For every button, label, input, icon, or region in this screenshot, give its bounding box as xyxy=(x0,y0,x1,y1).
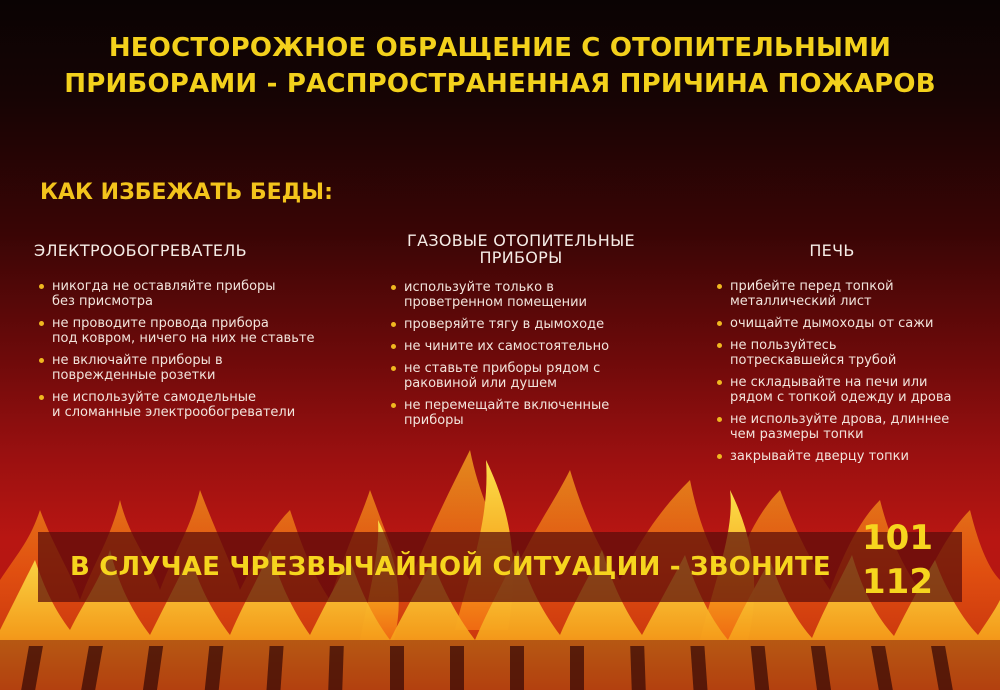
list-item: не используйте самодельные и сломанные электрообогреватели xyxy=(34,390,354,420)
list-item: не ставьте приборы рядом с раковиной или душем xyxy=(386,361,676,391)
list-item: не включайте приборы в поврежденные розетки xyxy=(34,353,354,383)
tips-list xyxy=(386,280,676,428)
poster-title-line-1: НЕОСТОРОЖНОЕ ОБРАЩЕНИЕ С ОТОПИТЕЛЬНЫМИ xyxy=(108,33,892,63)
list-item: никогда не оставляйте приборы без присмотра xyxy=(34,279,354,309)
list-item: прибейте перед топкой металлический лист xyxy=(712,279,982,309)
list-item: очищайте дымоходы от сажи xyxy=(712,316,982,331)
emergency-number-101: 101 xyxy=(862,518,933,558)
list-item: не складывайте на печи или рядом с топкой одежду и дрова xyxy=(712,375,982,405)
list-item: не проводите провода прибора под ковром, ничего на них не ставьте xyxy=(34,316,354,346)
poster-title-line-2: ПРИБОРАМИ - РАСПРОСТРАНЕННАЯ ПРИЧИНА ПОЖАРОВ xyxy=(64,69,936,99)
list-item: закрывайте дверцу топки xyxy=(712,449,982,464)
list-item: не перемещайте включенные приборы xyxy=(386,398,676,428)
column-heading: ПЕЧЬ xyxy=(809,241,855,260)
list-item: не чините их самостоятельно xyxy=(386,339,676,354)
tips-list xyxy=(34,279,354,420)
column-electric-heater xyxy=(34,232,354,427)
list-item: не пользуйтесь потрескавшейся трубой xyxy=(712,338,982,368)
tips-list xyxy=(712,279,982,464)
emergency-number-112: 112 xyxy=(862,562,933,602)
poster-title xyxy=(0,30,1000,102)
column-gas-heaters xyxy=(386,232,676,435)
list-item: проверяйте тягу в дымоходе xyxy=(386,317,676,332)
emergency-banner-text: В СЛУЧАЕ ЧРЕЗВЫЧАЙНОЙ СИТУАЦИИ - ЗВОНИТЕ xyxy=(70,552,831,582)
column-stove xyxy=(712,232,982,471)
list-item: не используйте дрова, длиннее чем размеры топки xyxy=(712,412,982,442)
list-item: используйте только в проветренном помещении xyxy=(386,280,676,310)
grill-bars-decoration xyxy=(0,640,1000,690)
column-heading: ЭЛЕКТРООБОГРЕВАТЕЛЬ xyxy=(34,241,247,260)
section-subheading: КАК ИЗБЕЖАТЬ БЕДЫ: xyxy=(40,180,333,205)
column-heading: ГАЗОВЫЕ ОТОПИТЕЛЬНЫЕ ПРИБОРЫ xyxy=(407,231,635,267)
